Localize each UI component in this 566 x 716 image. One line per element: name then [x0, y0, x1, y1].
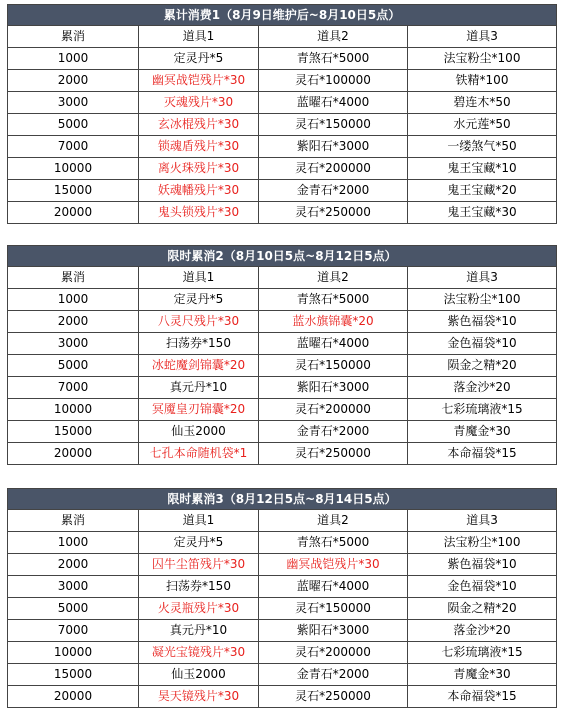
amount-cell: 1000 [8, 532, 139, 554]
item3-cell: 七彩琉璃液*15 [408, 642, 557, 664]
item2-cell: 紫阳石*3000 [259, 377, 408, 399]
item1-cell: 七孔本命随机袋*1 [139, 443, 259, 465]
table-row [8, 421, 557, 443]
item1-cell: 冥魇皇刃锦囊*20 [139, 399, 259, 421]
item3-cell: 碧连木*50 [408, 92, 557, 114]
item1-cell: 定灵丹*5 [139, 289, 259, 311]
column-header: 累消 [8, 26, 139, 48]
item3-cell: 一缕煞气*50 [408, 136, 557, 158]
table-row [8, 289, 557, 311]
item2-cell: 灵石*150000 [259, 114, 408, 136]
item3-cell: 法宝粉尘*100 [408, 289, 557, 311]
table-title: 累计消费1（8月9日维护后~8月10日5点） [8, 5, 557, 26]
item3-cell: 本命福袋*15 [408, 443, 557, 465]
amount-cell: 10000 [8, 642, 139, 664]
column-header: 道具1 [139, 26, 259, 48]
column-header: 道具3 [408, 26, 557, 48]
item2-cell: 蓝曜石*4000 [259, 333, 408, 355]
item2-cell: 蓝水旗锦囊*20 [259, 311, 408, 333]
table-row [8, 355, 557, 377]
item1-cell: 八灵尺残片*30 [139, 311, 259, 333]
table-row [8, 532, 557, 554]
amount-cell: 3000 [8, 92, 139, 114]
item2-cell: 蓝曜石*4000 [259, 576, 408, 598]
amount-cell: 2000 [8, 70, 139, 92]
item1-cell: 仙玉2000 [139, 664, 259, 686]
item1-cell: 鬼头锁残片*30 [139, 202, 259, 224]
item1-cell: 火灵瓶残片*30 [139, 598, 259, 620]
column-header: 道具2 [259, 267, 408, 289]
table-row [8, 664, 557, 686]
amount-cell: 7000 [8, 620, 139, 642]
item3-cell: 鬼王宝藏*10 [408, 158, 557, 180]
item1-cell: 灭魂残片*30 [139, 92, 259, 114]
header-row [8, 510, 557, 532]
item3-cell: 陨金之精*20 [408, 355, 557, 377]
item2-cell: 紫阳石*3000 [259, 136, 408, 158]
item1-cell: 真元丹*10 [139, 377, 259, 399]
column-header: 道具1 [139, 267, 259, 289]
item2-cell: 青煞石*5000 [259, 532, 408, 554]
table-row [8, 576, 557, 598]
item2-cell: 青煞石*5000 [259, 289, 408, 311]
item3-cell: 紫色福袋*10 [408, 311, 557, 333]
item2-cell: 灵石*200000 [259, 399, 408, 421]
column-header: 累消 [8, 510, 139, 532]
table-row [8, 377, 557, 399]
item3-cell: 水元莲*50 [408, 114, 557, 136]
amount-cell: 10000 [8, 399, 139, 421]
item2-cell: 灵石*150000 [259, 355, 408, 377]
amount-cell: 20000 [8, 686, 139, 708]
item3-cell: 紫色福袋*10 [408, 554, 557, 576]
column-header: 道具2 [259, 26, 408, 48]
item1-cell: 昊天镜残片*30 [139, 686, 259, 708]
item1-cell: 真元丹*10 [139, 620, 259, 642]
item3-cell: 陨金之精*20 [408, 598, 557, 620]
item3-cell: 金色福袋*10 [408, 576, 557, 598]
item2-cell: 金青石*2000 [259, 421, 408, 443]
column-header: 道具1 [139, 510, 259, 532]
amount-cell: 15000 [8, 421, 139, 443]
table-row [8, 48, 557, 70]
table-row [8, 686, 557, 708]
table-row [8, 180, 557, 202]
amount-cell: 5000 [8, 355, 139, 377]
item1-cell: 扫荡券*150 [139, 576, 259, 598]
amount-cell: 2000 [8, 311, 139, 333]
table-row [8, 399, 557, 421]
item3-cell: 铁精*100 [408, 70, 557, 92]
table-row [8, 333, 557, 355]
item3-cell: 法宝粉尘*100 [408, 532, 557, 554]
amount-cell: 3000 [8, 576, 139, 598]
item1-cell: 玄冰棍残片*30 [139, 114, 259, 136]
item3-cell: 鬼王宝藏*30 [408, 202, 557, 224]
item2-cell: 灵石*250000 [259, 443, 408, 465]
reward-table [7, 488, 557, 708]
table-row [8, 598, 557, 620]
amount-cell: 10000 [8, 158, 139, 180]
item2-cell: 青煞石*5000 [259, 48, 408, 70]
item2-cell: 灵石*100000 [259, 70, 408, 92]
amount-cell: 7000 [8, 136, 139, 158]
table-row [8, 158, 557, 180]
column-header: 累消 [8, 267, 139, 289]
table-row [8, 443, 557, 465]
amount-cell: 5000 [8, 114, 139, 136]
item3-cell: 青魔金*30 [408, 664, 557, 686]
reward-table-3 [7, 488, 556, 708]
table-row [8, 136, 557, 158]
item1-cell: 定灵丹*5 [139, 48, 259, 70]
table-row [8, 554, 557, 576]
item1-cell: 扫荡券*150 [139, 333, 259, 355]
column-header: 道具3 [408, 510, 557, 532]
item2-cell: 幽冥战铠残片*30 [259, 554, 408, 576]
table-row [8, 114, 557, 136]
reward-table [7, 4, 557, 224]
amount-cell: 20000 [8, 202, 139, 224]
item1-cell: 凝光宝镜残片*30 [139, 642, 259, 664]
item1-cell: 妖魂幡残片*30 [139, 180, 259, 202]
item3-cell: 法宝粉尘*100 [408, 48, 557, 70]
item1-cell: 冰蛇魔剑锦囊*20 [139, 355, 259, 377]
item2-cell: 灵石*150000 [259, 598, 408, 620]
item3-cell: 本命福袋*15 [408, 686, 557, 708]
amount-cell: 15000 [8, 664, 139, 686]
item2-cell: 灵石*200000 [259, 158, 408, 180]
item2-cell: 金青石*2000 [259, 180, 408, 202]
table-row [8, 642, 557, 664]
item1-cell: 仙玉2000 [139, 421, 259, 443]
table-title: 限时累消3（8月12日5点~8月14日5点） [8, 489, 557, 510]
item2-cell: 灵石*250000 [259, 686, 408, 708]
item2-cell: 灵石*200000 [259, 642, 408, 664]
table-row [8, 92, 557, 114]
item3-cell: 金色福袋*10 [408, 333, 557, 355]
item3-cell: 青魔金*30 [408, 421, 557, 443]
amount-cell: 1000 [8, 289, 139, 311]
amount-cell: 5000 [8, 598, 139, 620]
item2-cell: 灵石*250000 [259, 202, 408, 224]
table-title: 限时累消2（8月10日5点~8月12日5点） [8, 246, 557, 267]
amount-cell: 2000 [8, 554, 139, 576]
reward-table-1 [7, 4, 556, 224]
item3-cell: 落金沙*20 [408, 620, 557, 642]
reward-table-2 [7, 245, 556, 465]
column-header: 道具2 [259, 510, 408, 532]
item2-cell: 金青石*2000 [259, 664, 408, 686]
header-row [8, 26, 557, 48]
item3-cell: 七彩琉璃液*15 [408, 399, 557, 421]
amount-cell: 1000 [8, 48, 139, 70]
amount-cell: 20000 [8, 443, 139, 465]
item2-cell: 紫阳石*3000 [259, 620, 408, 642]
item2-cell: 蓝曜石*4000 [259, 92, 408, 114]
reward-table [7, 245, 557, 465]
table-row [8, 202, 557, 224]
item3-cell: 落金沙*20 [408, 377, 557, 399]
item1-cell: 囚牛尘笛残片*30 [139, 554, 259, 576]
item3-cell: 鬼王宝藏*20 [408, 180, 557, 202]
amount-cell: 3000 [8, 333, 139, 355]
item1-cell: 幽冥战铠残片*30 [139, 70, 259, 92]
amount-cell: 15000 [8, 180, 139, 202]
header-row [8, 267, 557, 289]
item1-cell: 锁魂盾残片*30 [139, 136, 259, 158]
item1-cell: 离火珠残片*30 [139, 158, 259, 180]
table-row [8, 620, 557, 642]
table-row [8, 70, 557, 92]
item1-cell: 定灵丹*5 [139, 532, 259, 554]
column-header: 道具3 [408, 267, 557, 289]
amount-cell: 7000 [8, 377, 139, 399]
table-row [8, 311, 557, 333]
